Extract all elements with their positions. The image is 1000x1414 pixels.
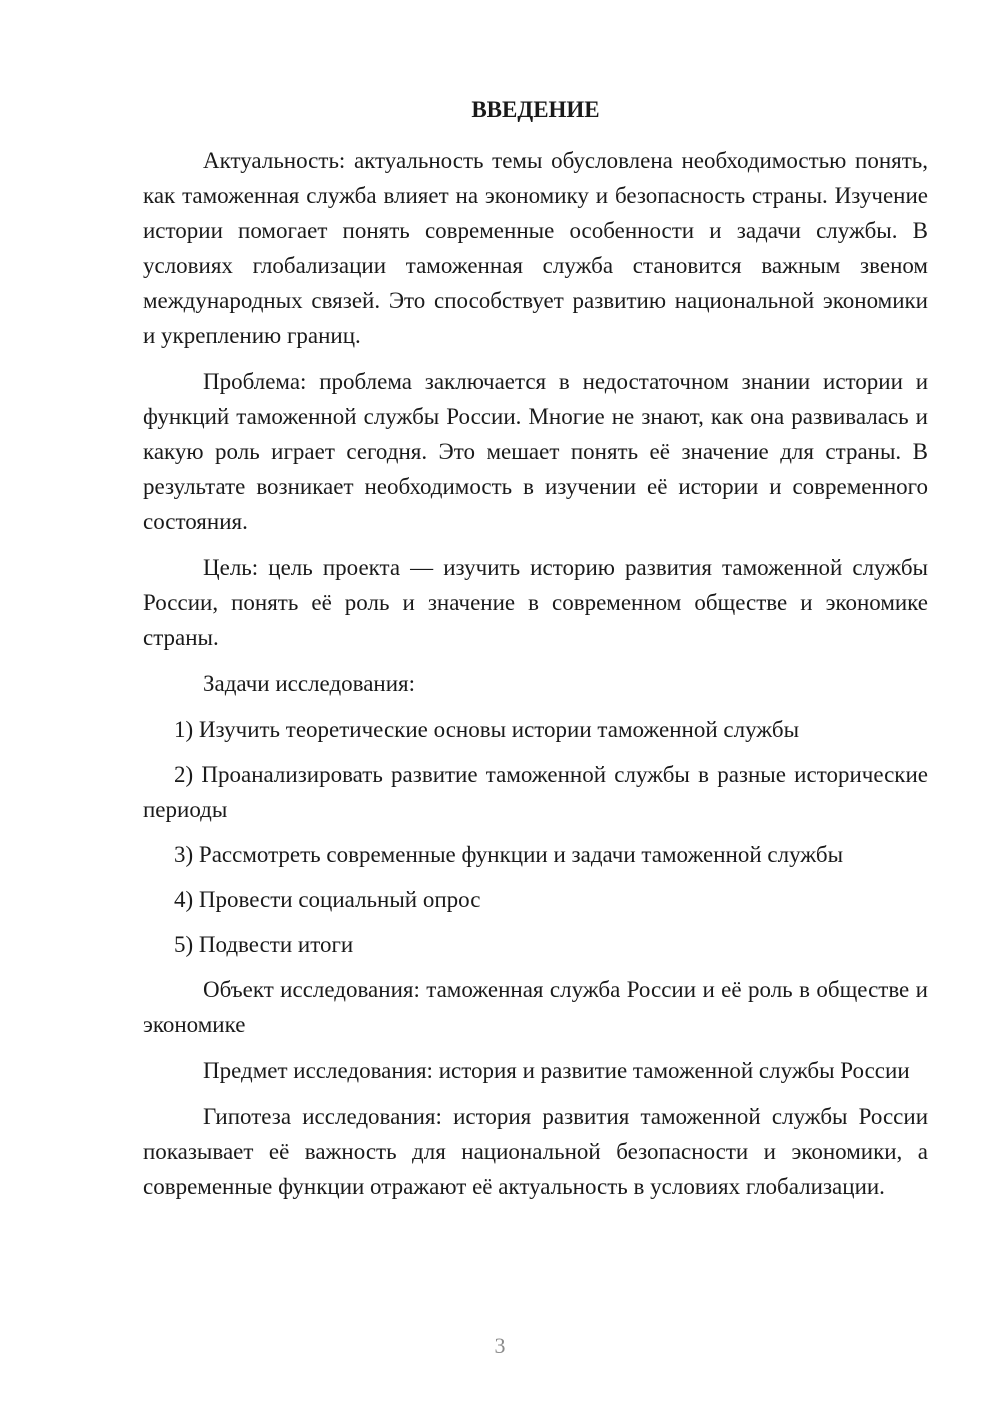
paragraph-tasks-heading: Задачи исследования: — [203, 671, 416, 696]
document-page — [143, 95, 928, 1215]
paragraph-problem: Проблема: проблема заключается в недостаточном знании истории и функций таможенной службы России. Многие не знают, как она развивалась и какую роль играет сегодня. Это мешает понять её значение для страны. В результате возникает необходимость в изучении её истории и современного состояния. — [143, 369, 928, 534]
paragraph-hypothesis: Гипотеза исследования: история развития таможенной службы России показывает её важность для национальной безопасности и экономики, а современные функции отражают её актуальность в условиях глобализации. — [143, 1104, 928, 1199]
tasks-list — [143, 712, 928, 962]
paragraph-relevance: Актуальность: актуальность темы обусловлена необходимостью понять, как таможенная служба влияет на экономику и безопасность страны. Изучение истории помогает понять современные особенности и задачи службы. В условиях глобализации таможенная служба становится важным звеном международных связей. Это способствует развитию национальной экономики и укреплению границ. — [143, 148, 928, 348]
paragraph-goal: Цель: цель проекта — изучить историю развития таможенной службы России, понять её роль и значение в современном обществе и экономике страны. — [143, 555, 928, 650]
paragraph-subject: Предмет исследования: история и развитие таможенной службы России — [203, 1058, 910, 1083]
list-item: 3) Рассмотреть современные функции и задачи таможенной службы — [174, 842, 844, 867]
paragraph-object: Объект исследования: таможенная служба России и её роль в обществе и экономике — [143, 977, 928, 1037]
page-number: 3 — [494, 1333, 506, 1358]
list-item: 2) Проанализировать развитие таможенной службы в разные исторические периоды — [143, 762, 928, 822]
list-item: 1) Изучить теоретические основы истории таможенной службы — [174, 717, 800, 742]
list-item: 4) Провести социальный опрос — [174, 887, 481, 912]
list-item: 5) Подвести итоги — [174, 932, 354, 957]
section-title: ВВЕДЕНИЕ — [471, 97, 600, 122]
